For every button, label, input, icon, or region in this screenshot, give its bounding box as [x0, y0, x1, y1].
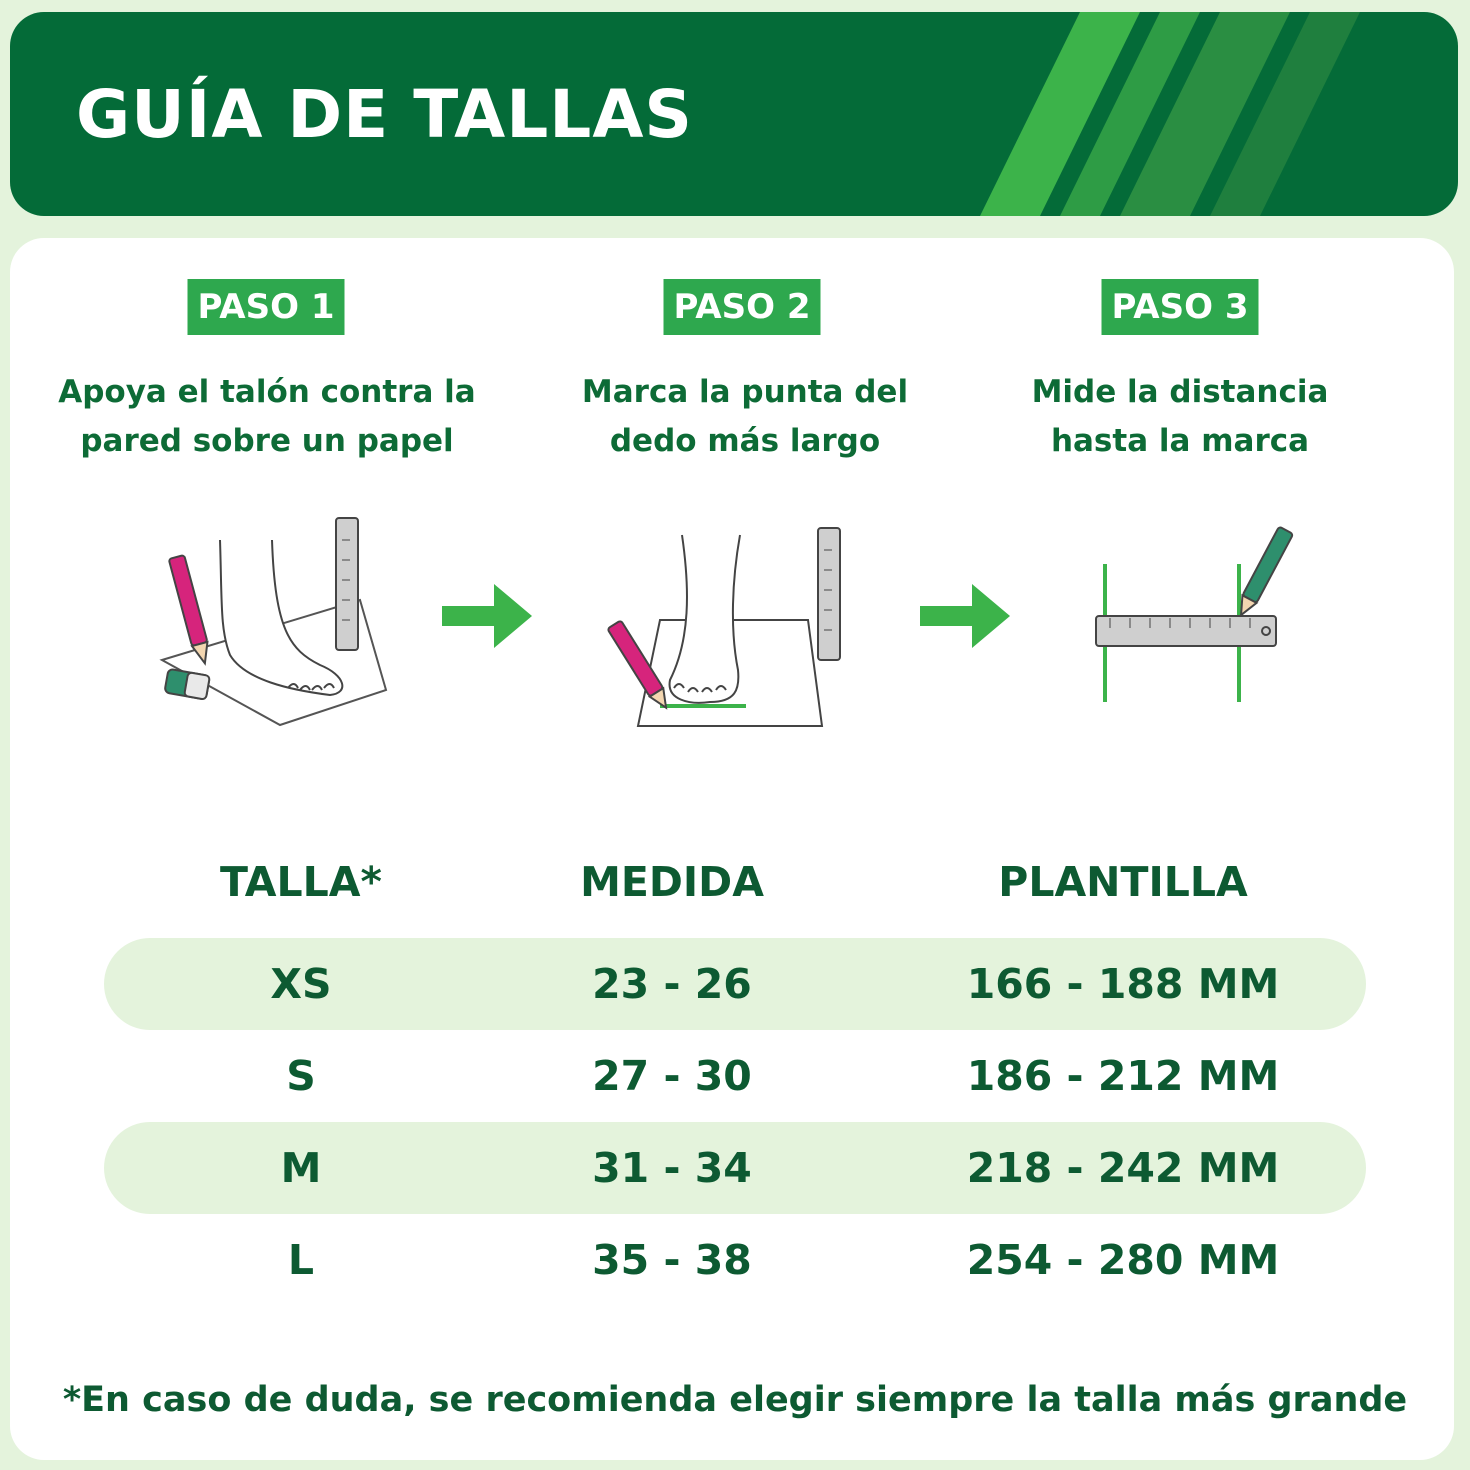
step-3-badge: PASO 3: [1102, 279, 1259, 335]
step-3-description: [970, 368, 1390, 466]
column-header-plantilla: PLANTILLA: [998, 858, 1248, 906]
step-1-description: [57, 368, 477, 466]
ruler-measure-icon: [1090, 520, 1305, 705]
header-banner: [10, 12, 1458, 216]
step-2-description: [535, 368, 955, 466]
measure-cell: 35 - 38: [592, 1236, 752, 1284]
measure-cell: 27 - 30: [592, 1052, 752, 1100]
table-row: [104, 1214, 1366, 1306]
arrow-right-icon: [442, 580, 534, 652]
size-cell: M: [280, 1144, 322, 1192]
table-row: [104, 1030, 1366, 1122]
column-header-talla: TALLA*: [220, 858, 382, 906]
size-cell: XS: [270, 960, 332, 1008]
step-2-line-2: dedo más largo: [609, 423, 881, 459]
footnote: *En caso de duda, se recomienda elegir siempre la talla más grande: [62, 1380, 1408, 1420]
step-3-line-1: Mide la distancia: [1031, 374, 1329, 410]
insole-cell: 186 - 212 MM: [966, 1052, 1280, 1100]
table-row: [104, 1122, 1366, 1214]
insole-cell: 218 - 242 MM: [966, 1144, 1280, 1192]
step-3-line-2: hasta la marca: [1050, 423, 1310, 459]
page-title: GUÍA DE TALLAS: [76, 76, 693, 153]
size-cell: S: [286, 1052, 316, 1100]
measure-cell: 23 - 26: [592, 960, 752, 1008]
column-header-medida: MEDIDA: [580, 858, 764, 906]
insole-cell: 166 - 188 MM: [966, 960, 1280, 1008]
arrow-right-icon: [920, 580, 1012, 652]
step-2-badge: PASO 2: [664, 279, 821, 335]
step-1-line-2: pared sobre un papel: [80, 423, 454, 459]
step-2-line-1: Marca la punta del: [581, 374, 909, 410]
size-cell: L: [287, 1236, 315, 1284]
step-1-badge: PASO 1: [188, 279, 345, 335]
insole-cell: 254 - 280 MM: [966, 1236, 1280, 1284]
table-row: [104, 938, 1366, 1030]
measure-cell: 31 - 34: [592, 1144, 752, 1192]
step-1-line-1: Apoya el talón contra la: [58, 374, 476, 410]
foot-against-wall-icon: [150, 510, 400, 740]
mark-toe-icon: [600, 520, 850, 740]
